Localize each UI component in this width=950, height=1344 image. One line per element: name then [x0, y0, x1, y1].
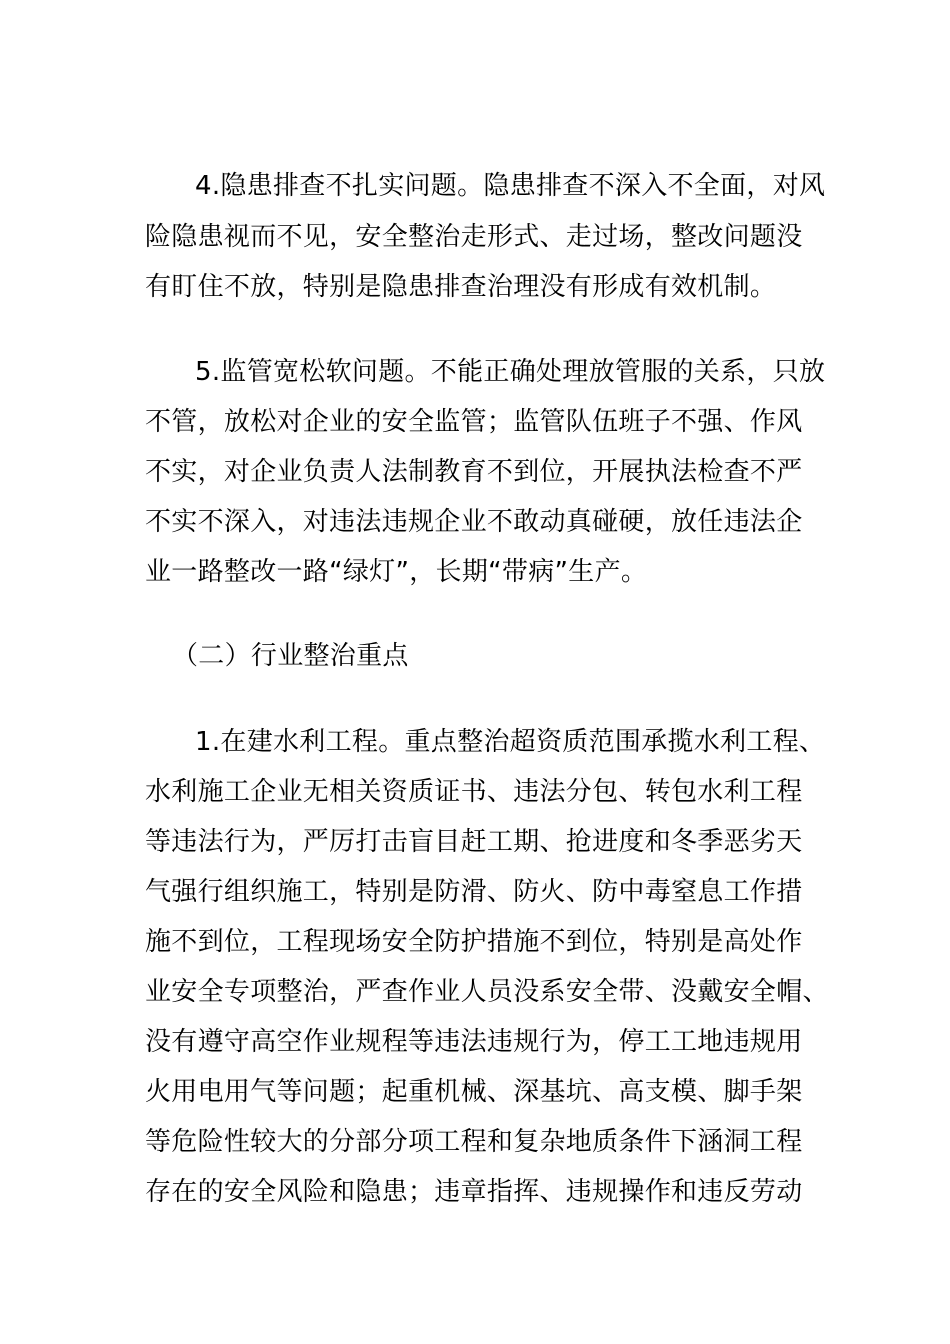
- text-line: 等危险性较大的分部分项工程和复杂地质条件下涵洞工程: [145, 1127, 803, 1157]
- text-line: 施不到位，工程现场安全防护措施不到位，特别是高处作: [145, 927, 803, 957]
- text-line: 4.隐患排查不扎实问题。隐患排查不深入不全面，对风: [195, 171, 826, 201]
- text-line: 没有遵守高空作业规程等违法违规行为，停工工地违规用: [145, 1027, 803, 1057]
- text-line: 气强行组织施工，特别是防滑、防火、防中毒窒息工作措: [145, 877, 803, 907]
- text-line: 业一路整改一路“绿灯”，长期“带病”生产。: [145, 557, 648, 587]
- text-line: 险隐患视而不见，安全整治走形式、走过场，整改问题没: [145, 222, 803, 252]
- text-line: 火用电用气等问题；起重机械、深基坑、高支模、脚手架: [145, 1077, 803, 1107]
- text-line: 等违法行为，严厉打击盲目赶工期、抢进度和冬季恶劣天: [145, 827, 803, 857]
- text-line: 1.在建水利工程。重点整治超资质范围承揽水利工程、: [195, 727, 826, 757]
- text-line: 5.监管宽松软问题。不能正确处理放管服的关系，只放: [195, 357, 826, 387]
- text-line: 不管，放松对企业的安全监管；监管队伍班子不强、作风: [145, 407, 803, 437]
- text-line: 不实，对企业负责人法制教育不到位，开展执法检查不严: [145, 457, 803, 487]
- text-line: 业安全专项整治，严查作业人员没系安全带、没戴安全帽、: [145, 977, 829, 1007]
- text-line: 有盯住不放，特别是隐患排查治理没有形成有效机制。: [145, 272, 777, 302]
- section-title: （二）行业整治重点: [172, 641, 409, 671]
- text-line: 不实不深入，对违法违规企业不敢动真碰硬，放任违法企: [145, 507, 803, 537]
- text-line: 存在的安全风险和隐患；违章指挥、违规操作和违反劳动: [145, 1177, 803, 1207]
- text-line: 水利施工企业无相关资质证书、违法分包、转包水利工程: [145, 777, 803, 807]
